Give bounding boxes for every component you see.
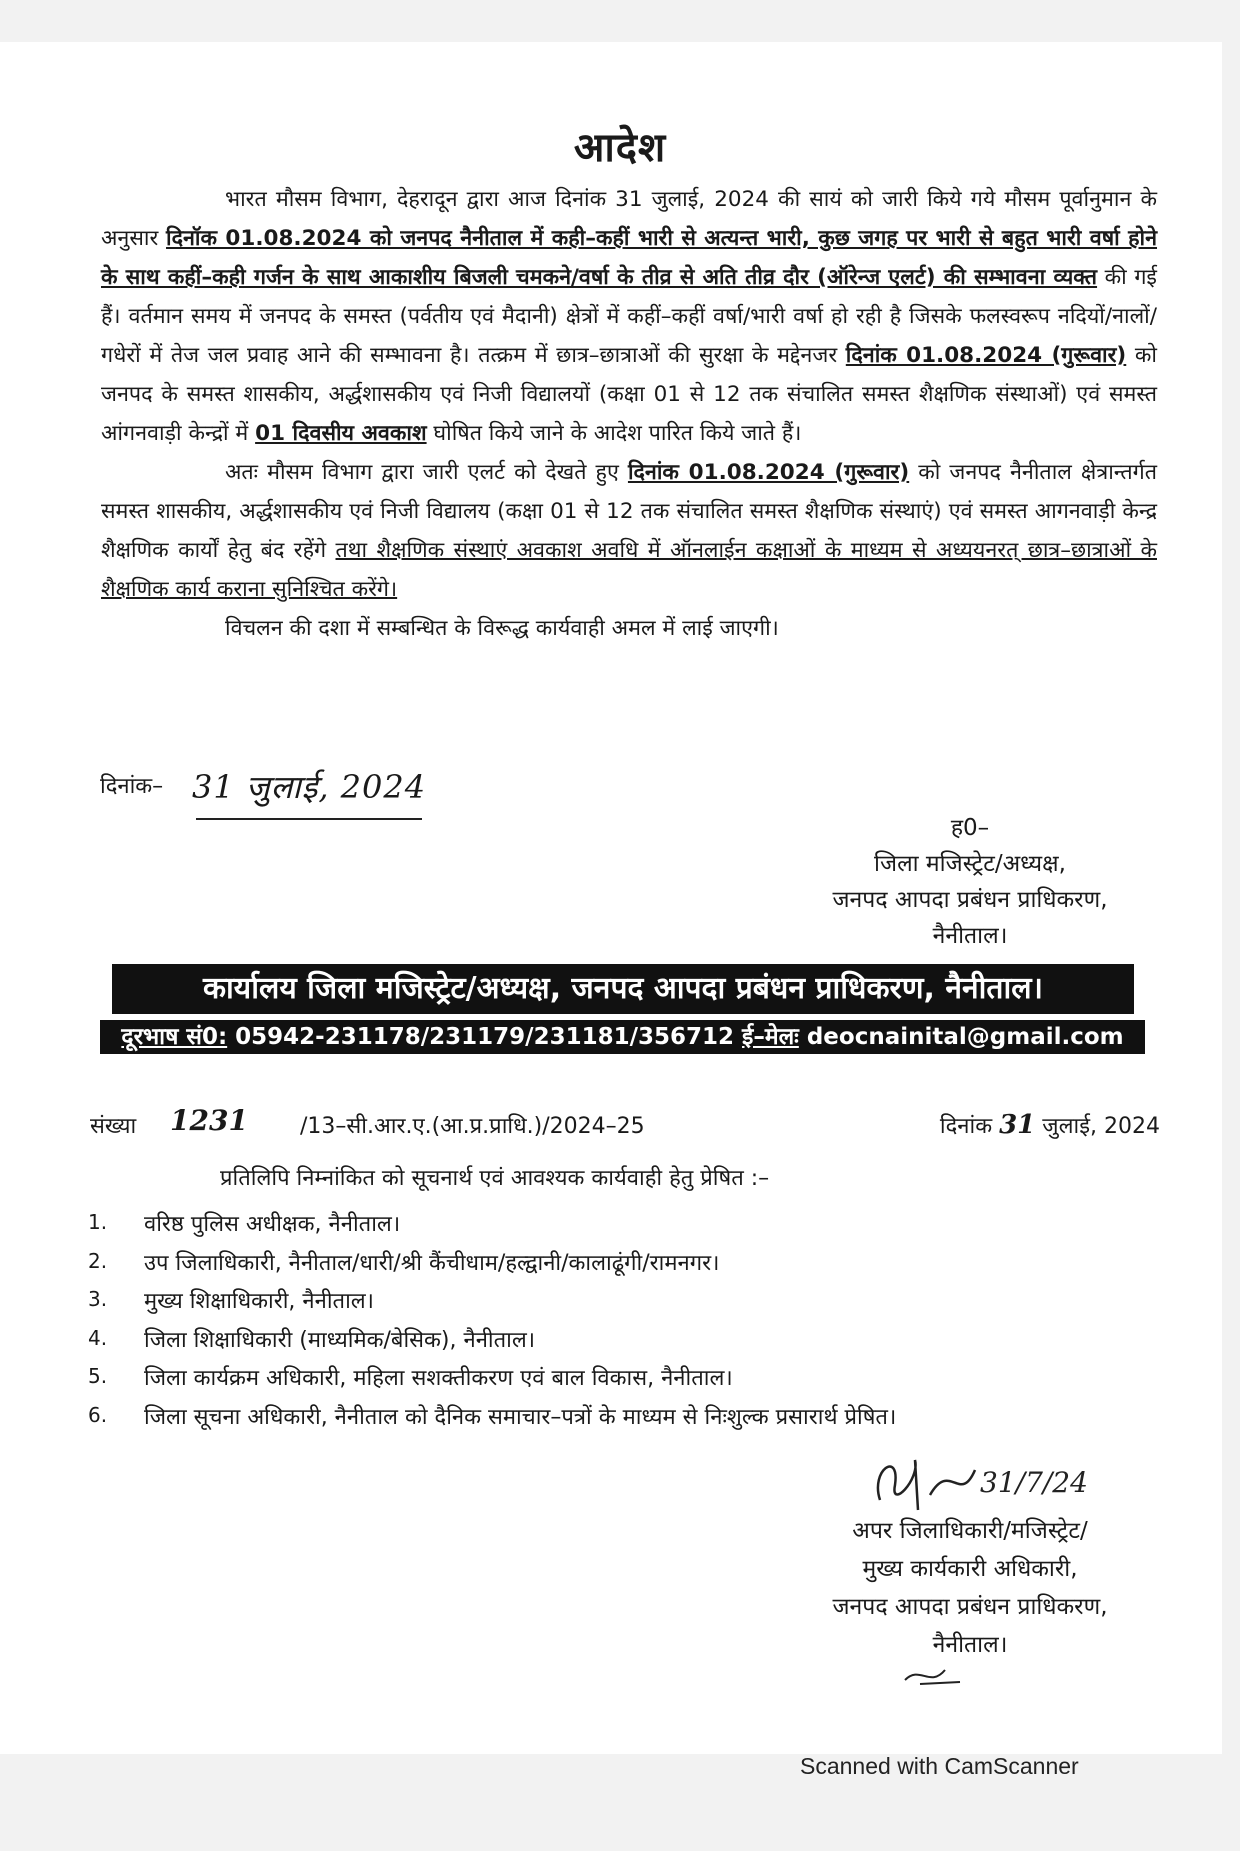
list-item bbox=[88, 1247, 1168, 1286]
contact-banner bbox=[100, 1020, 1145, 1054]
list-item bbox=[88, 1208, 1168, 1247]
reference-date bbox=[940, 1110, 1160, 1140]
para1-text-3: को जनपद के समस्त शासकीय, अर्द्धशासकीय एवं निजी विद्यालयों (कक्षा 01 से 12 तक संचालित समस्त शैक्षणिक संस्थाओं) एवं समस्त आंगनवाड़ी केन्द्रों में bbox=[101, 343, 1158, 446]
list-item bbox=[88, 1401, 1168, 1440]
phone-label: दूरभाष सं0: bbox=[121, 1024, 228, 1050]
list-item-text: उप जिलाधिकारी, नैनीताल/धारी/श्री कैंचीधाम/हल्द्वानी/कालाढूंगी/रामनगर। bbox=[144, 1250, 720, 1276]
list-item-number: 3. bbox=[88, 1287, 108, 1311]
list-item bbox=[88, 1362, 1168, 1401]
reference-date-rest: जुलाई, 2024 bbox=[1035, 1114, 1160, 1139]
email-label: ई–मेलः bbox=[742, 1024, 799, 1050]
reference-number: 1231 bbox=[170, 1104, 248, 1137]
handwritten-date-underline bbox=[196, 818, 422, 820]
office-banner: कार्यालय जिला मजिस्ट्रेट/अध्यक्ष, जनपद आपदा प्रबंधन प्राधिकरण, नैनीताल। bbox=[112, 964, 1134, 1014]
para2-underline-online-classes: तथा शैक्षणिक संस्थाएं अवकाश अवधि में ऑनलाईन कक्षाओं के माध्यम से अध्ययनरत् छात्र–छात्राओं के शैक्षणिक कार्य कराना सुनिश्चित करेंगे। bbox=[101, 538, 1157, 602]
handwritten-initial bbox=[900, 1660, 970, 1690]
signatory2-line1: अपर जिलाधिकारी/मजिस्ट्रेट/ bbox=[852, 1518, 1088, 1544]
reference-date-day: 31 bbox=[999, 1110, 1036, 1140]
signatory-block-1 bbox=[780, 810, 1160, 954]
signatory1-line3: जनपद आपदा प्रबंधन प्राधिकरण, bbox=[832, 887, 1108, 913]
para1-highlight-date: दिनांक 01.08.2024 (गुरूवार) bbox=[845, 343, 1127, 368]
reference-date-label: दिनांक bbox=[939, 1114, 1000, 1139]
list-item-number: 5. bbox=[88, 1364, 108, 1388]
list-item-text: मुख्य शिक्षाधिकारी, नैनीताल। bbox=[144, 1289, 375, 1314]
para1-highlight-forecast: दिनॉक 01.08.2024 को जनपद नैनीताल में कही–कहीं भारी से अत्यन्त भारी, कुछ जगह पर भारी से बहुत भारी वर्षा होने के साथ कहीं–कही गर्जन के साथ आकाशीय बिजली चमकने/वर्षा के तीव्र से अति तीव्र दौर (ऑरेन्ज एलर्ट) की सम्भावना व्यक्त bbox=[101, 226, 1158, 290]
list-item bbox=[88, 1285, 1168, 1324]
list-item-number: 2. bbox=[88, 1248, 108, 1273]
reference-code: /13–सी.आर.ए.(आ.प्र.प्राधि.)/2024–25 bbox=[300, 1114, 645, 1139]
handwritten-signature bbox=[860, 1440, 1100, 1520]
reference-row bbox=[90, 1104, 1160, 1150]
email-address: deocnainital@gmail.com bbox=[798, 1024, 1124, 1050]
distribution-list bbox=[88, 1208, 1168, 1439]
signatory2-line3: जनपद आपदा प्रबंधन प्राधिकरण, bbox=[832, 1594, 1108, 1620]
reference-label: संख्या bbox=[90, 1114, 137, 1139]
list-item-number: 6. bbox=[88, 1402, 108, 1427]
paragraph-3: विचलन की दशा में सम्बन्धित के विरूद्ध कार्यवाही अमल में लाई जाएगी। bbox=[225, 616, 779, 641]
signatory-block-2 bbox=[770, 1512, 1170, 1664]
list-item-number: 1. bbox=[88, 1210, 108, 1234]
signatory1-line4: नैनीताल। bbox=[932, 923, 1008, 949]
list-item-text: जिला शिक्षाधिकारी (माध्यमिक/बेसिक), नैनीताल। bbox=[144, 1327, 536, 1353]
signatory2-line2: मुख्य कार्यकारी अधिकारी, bbox=[862, 1556, 1078, 1582]
copy-intro: प्रतिलिपि निम्नांकित को सूचनार्थ एवं आवश्यक कार्यवाही हेतु प्रेषित :– bbox=[220, 1166, 770, 1191]
order-body bbox=[101, 180, 1157, 648]
signatory1-line2: जिला मजिस्ट्रेट/अध्यक्ष, bbox=[874, 851, 1066, 877]
para1-text-1: भारत मौसम विभाग, देहरादून द्वारा आज दिनांक 31 जुलाई, 2024 की सायं को जारी किये गये मौसम पूर्वानुमान के अनुसार bbox=[101, 187, 1157, 251]
para1-highlight-holiday: 01 दिवसीय अवकाश bbox=[255, 421, 427, 446]
para1-text-4: घोषित किये जाने के आदेश पारित किये जाते हैं। bbox=[426, 421, 802, 446]
date-label: दिनांक– bbox=[100, 774, 164, 799]
para2-highlight-date: दिनांक 01.08.2024 (गुरूवार) bbox=[627, 460, 910, 485]
list-item-text: जिला कार्यक्रम अधिकारी, महिला सशक्तीकरण एवं बाल विकास, नैनीताल। bbox=[144, 1366, 733, 1391]
list-item-text: वरिष्ठ पुलिस अधीक्षक, नैनीताल। bbox=[144, 1212, 401, 1237]
paragraph-1 bbox=[101, 180, 1157, 453]
list-item bbox=[88, 1324, 1168, 1363]
scanner-footer: Scanned with CamScanner bbox=[800, 1753, 1079, 1779]
para1-text-2: की गई हैं। वर्तमान समय में जनपद के समस्त (पर्वतीय एवं मैदानी) क्षेत्रों में कहीं–कहीं वर्षा/भारी वर्षा हो रही है जिसके फलस्वरूप नदियों/नालों/ गधेरों में तेज जल प्रवाह आने की सम्भावना है। तत्क्रम में छात्र–छात्राओं की सुरक्षा के मद्देनजर bbox=[101, 265, 1157, 368]
paragraph-2 bbox=[101, 453, 1157, 609]
signatory1-line1: ह0– bbox=[950, 815, 990, 841]
list-item-text: जिला सूचना अधिकारी, नैनीताल को दैनिक समाचार–पत्रों के माध्यम से निःशुल्क प्रसारार्थ प्रेषित। bbox=[144, 1404, 897, 1430]
document-title: आदेश bbox=[573, 124, 667, 171]
signatory2-line4: नैनीताल। bbox=[932, 1632, 1008, 1658]
list-item-number: 4. bbox=[88, 1325, 108, 1350]
handwritten-date: 31 जुलाई, 2024 bbox=[192, 768, 427, 806]
phone-numbers: 05942-231178/231179/231181/356712 bbox=[227, 1024, 743, 1050]
para2-text-2: को जनपद नैनीताल क्षेत्रान्तर्गत समस्त शासकीय, अर्द्धशासकीय एवं निजी विद्यालय (कक्षा 01 से 12 तक संचालित समस्त शैक्षणिक संस्थाएं) एवं समस्त आगनवाड़ी केन्द्र शैक्षणिक कार्यों हेतु बंद रहेंगे bbox=[101, 460, 1157, 563]
para2-text-1: अतः मौसम विभाग द्वारा जारी एलर्ट को देखते हुए bbox=[225, 460, 628, 485]
signature-date: 31/7/24 bbox=[980, 1466, 1088, 1499]
